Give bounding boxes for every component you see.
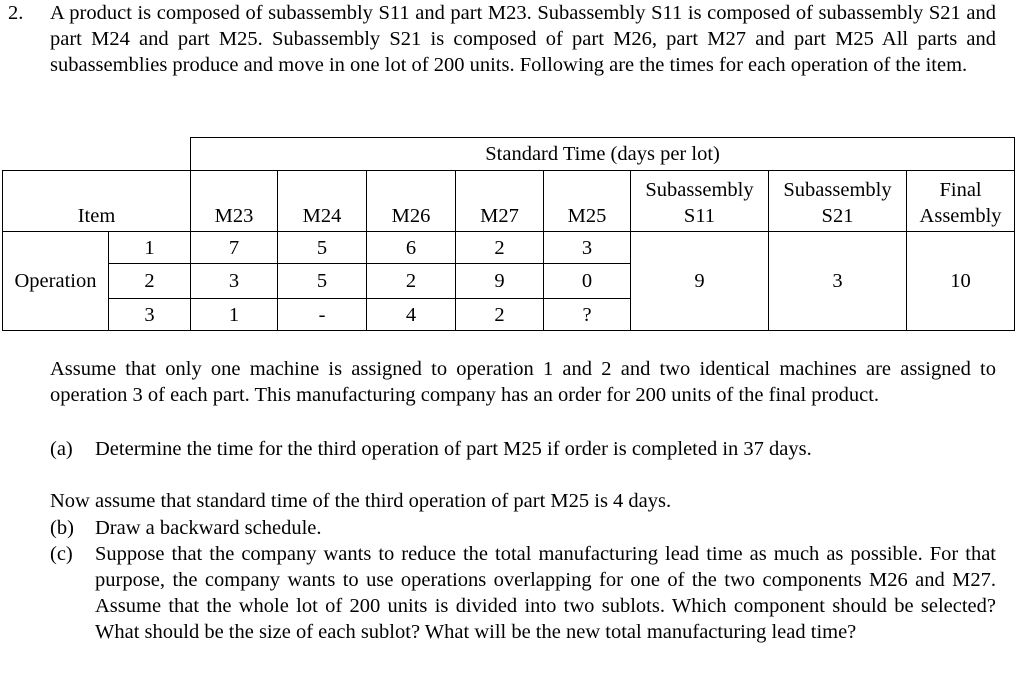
cell-op1-m25: 3 (544, 232, 631, 264)
question-intro (50, 0, 996, 78)
part-a-label: (a) (50, 438, 73, 460)
intro-text: A product is composed of subassembly S11 and part M23. Subassembly S11 is composed of subassembly S21 and part M24 and part M25. Subassembly S21 is composed of part M26, part M27 and part M25 All parts and subassemblies produce and move in one lot of 200 units. Following are the times for each operation of the item. (50, 2, 996, 76)
cell-s21-time: 3 (769, 232, 907, 331)
operation-label: Operation (3, 232, 109, 331)
cell-op1-m26: 6 (367, 232, 456, 264)
s21-header-line1: Subassembly (783, 179, 892, 201)
item-header: Item (3, 171, 191, 232)
assume-text: Assume that only one machine is assigned to operation 1 and 2 and two identical machines are assigned to operation 3 of each part. This manufacturing company has an order for 200 units of the final product. (50, 358, 996, 406)
now-assume-text: Now assume that standard time of the third operation of part M25 is 4 days. (50, 490, 672, 512)
part-b-label: (b) (50, 517, 74, 539)
part-a-text: Determine the time for the third operation of part M25 if order is completed in 37 days. (95, 438, 812, 460)
standard-time-table (2, 137, 1015, 331)
col-header-subassembly-s21 (769, 171, 907, 232)
table-corner-blank (3, 138, 191, 171)
cell-op2-m27: 9 (456, 264, 544, 299)
part-b-text: Draw a backward schedule. (95, 517, 322, 539)
cell-op1-m23: 7 (191, 232, 278, 264)
cell-op2-m23: 3 (191, 264, 278, 299)
cell-op3-m25: ? (544, 299, 631, 331)
part-c-label: (c) (50, 543, 73, 565)
standard-time-header: Standard Time (days per lot) (191, 138, 1015, 171)
part-c (50, 541, 996, 645)
cell-final-time: 10 (907, 232, 1015, 331)
cell-op3-m27: 2 (456, 299, 544, 331)
final-header-line1: Final (939, 179, 982, 201)
now-assume-paragraph (50, 488, 996, 514)
part-a (50, 436, 996, 462)
cell-op3-m26: 4 (367, 299, 456, 331)
s21-header-line2: S21 (821, 205, 854, 227)
col-header-m27: M27 (456, 171, 544, 232)
final-header-line2: Assembly (919, 205, 1002, 227)
cell-op2-m26: 2 (367, 264, 456, 299)
col-header-subassembly-s11 (631, 171, 769, 232)
table-row (3, 232, 1015, 264)
parts-b-c (50, 515, 996, 645)
question-number: 2. (8, 2, 24, 24)
col-header-m24: M24 (278, 171, 367, 232)
col-header-m25: M25 (544, 171, 631, 232)
part-b (50, 515, 996, 541)
cell-op3-m23: 1 (191, 299, 278, 331)
col-header-final-assembly (907, 171, 1015, 232)
s11-header-line2: S11 (683, 205, 716, 227)
col-header-m26: M26 (367, 171, 456, 232)
cell-op3-m24: - (278, 299, 367, 331)
cell-op1-m24: 5 (278, 232, 367, 264)
col-header-m23: M23 (191, 171, 278, 232)
cell-s11-time: 9 (631, 232, 769, 331)
cell-op2-m25: 0 (544, 264, 631, 299)
cell-op1-m27: 2 (456, 232, 544, 264)
cell-op2-m24: 5 (278, 264, 367, 299)
op-number: 2 (109, 264, 191, 299)
part-c-text: Suppose that the company wants to reduce the total manufacturing lead time as much as possible. For that purpose, the company wants to use operations overlapping for one of the two components M26 and M27. Assume that the whole lot of 200 units is divided into two sublots. Which component should be selected? What should be the size of each sublot? What will be the new total manufacturing lead time? (95, 543, 996, 643)
op-number: 1 (109, 232, 191, 264)
s11-header-line1: Subassembly (645, 179, 754, 201)
assume-paragraph (50, 356, 996, 408)
op-number: 3 (109, 299, 191, 331)
